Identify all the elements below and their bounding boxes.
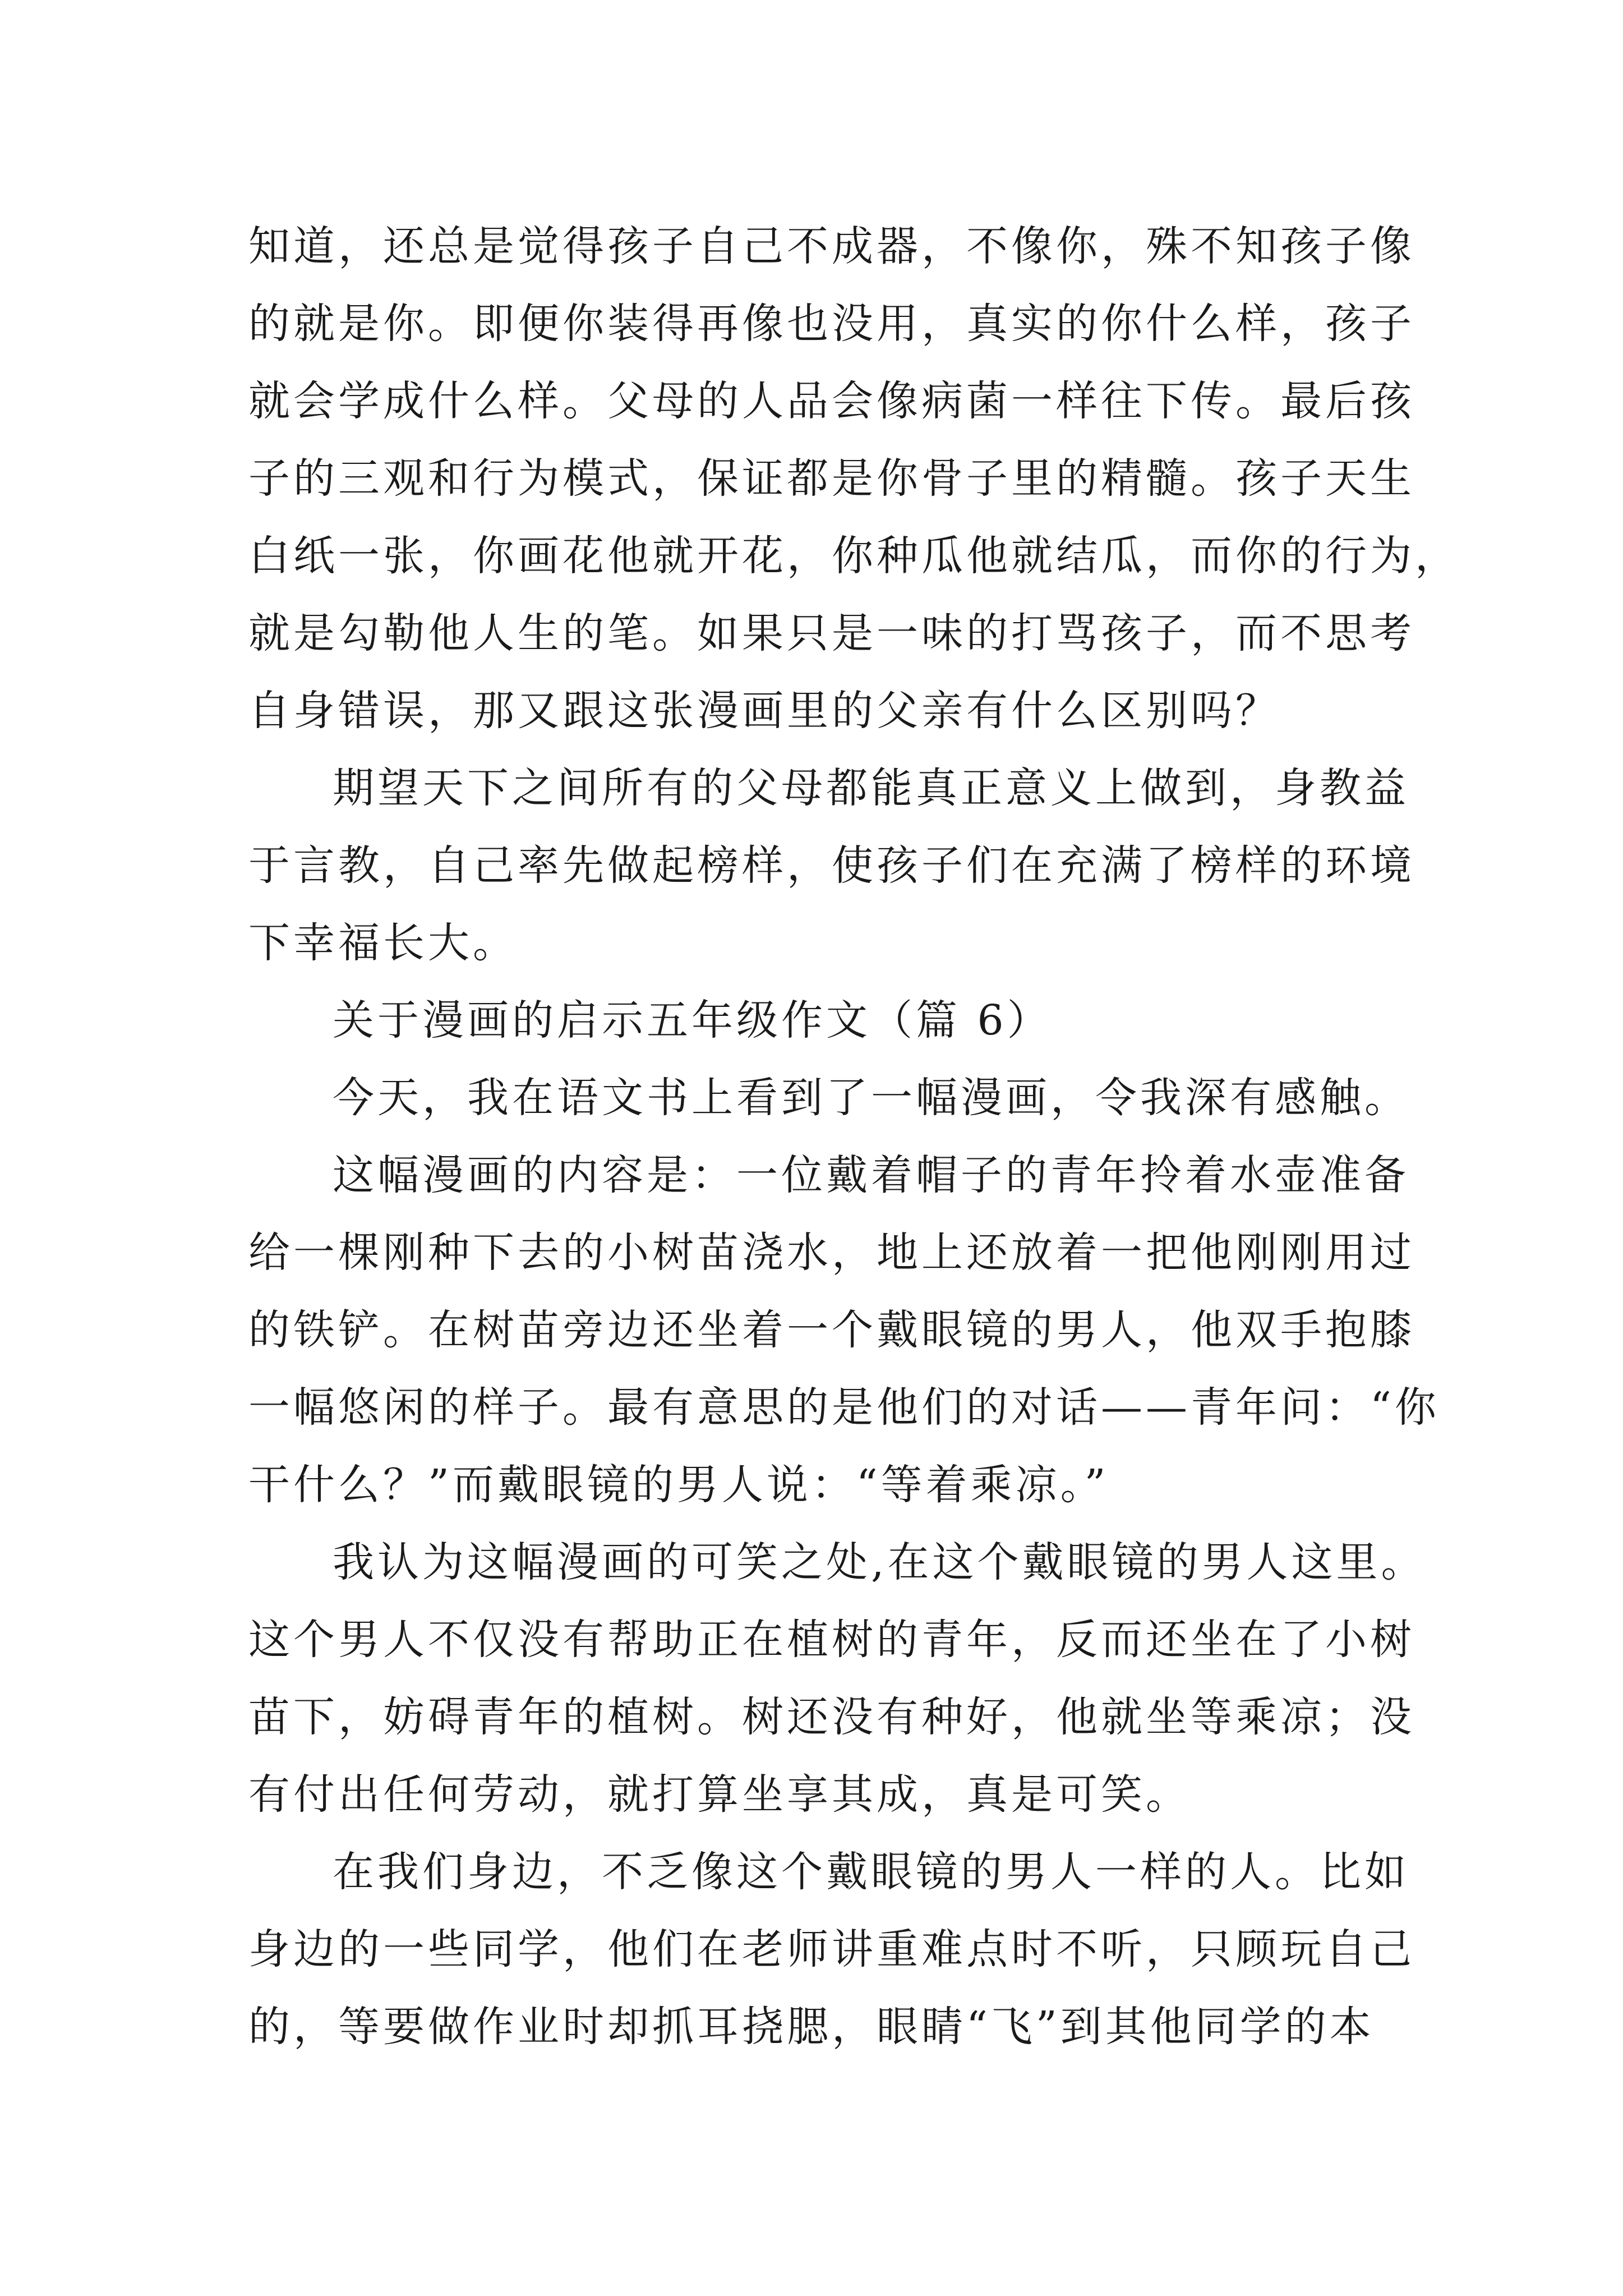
text-line: 干什么？”而戴眼镜的男人说：“等着乘凉。” [248,1461,1109,1509]
text-line: 给一棵刚种下去的小树苗浇水，地上还放着一把他刚刚用过 [248,1228,1415,1277]
section-heading: 关于漫画的启示五年级作文（篇 6） [333,996,1052,1045]
text-line: 子的三观和行为模式，保证都是你骨子里的精髓。孩子天生 [248,454,1415,503]
text-line: 这个男人不仅没有帮助正在植树的青年，反而还坐在了小树 [248,1616,1415,1664]
text-line: 就是勾勒他人生的笔。如果只是一味的打骂孩子，而不思考 [248,609,1415,657]
text-line: 下幸福长大。 [248,919,518,967]
text-line: 一幅悠闲的样子。最有意思的是他们的对话——青年问：“你 [248,1383,1440,1432]
paragraph-first-line: 期望天下之间所有的父母都能真正意义上做到，身教益 [333,764,1409,812]
text-line: 的就是你。即便你装得再像也没用，真实的你什么样，孩子 [248,300,1415,348]
text-line: 就会学成什么样。父母的人品会像病菌一样往下传。最后孩 [248,377,1415,425]
text-line: 的铁铲。在树苗旁边还坐着一个戴眼镜的男人，他双手抱膝 [248,1306,1415,1354]
text-line: 知道，还总是觉得孩子自己不成器，不像你，殊不知孩子像 [248,222,1415,270]
text-line: 于言教，自己率先做起榜样，使孩子们在充满了榜样的环境 [248,841,1415,890]
text-line: 的，等要做作业时却抓耳挠腮，眼睛“飞”到其他同学的本 [248,2003,1375,2051]
document-body [248,208,1460,2065]
paragraph-first-line: 我认为这幅漫画的可笑之处,在这个戴眼镜的男人这里。 [333,1538,1426,1586]
paragraph-first-line: 这幅漫画的内容是：一位戴着帽子的青年拎着水壶准备 [333,1151,1409,1199]
paragraph-first-line: 今天，我在语文书上看到了一幅漫画，令我深有感触。 [333,1074,1409,1122]
text-line: 苗下，妨碍青年的植树。树还没有种好，他就坐等乘凉；没 [248,1693,1415,1741]
text-line: 白纸一张，你画花他就开花，你种瓜他就结瓜，而你的行为， [248,532,1460,580]
text-line: 有付出任何劳动，就打算坐享其成，真是可笑。 [248,1770,1191,1819]
text-line: 身边的一些同学，他们在老师讲重难点时不听，只顾玩自己 [248,1925,1415,1973]
text-line: 自身错误，那又跟这张漫画里的父亲有什么区别吗？ [248,687,1280,735]
paragraph-first-line: 在我们身边，不乏像这个戴眼镜的男人一样的人。比如 [333,1848,1409,1896]
